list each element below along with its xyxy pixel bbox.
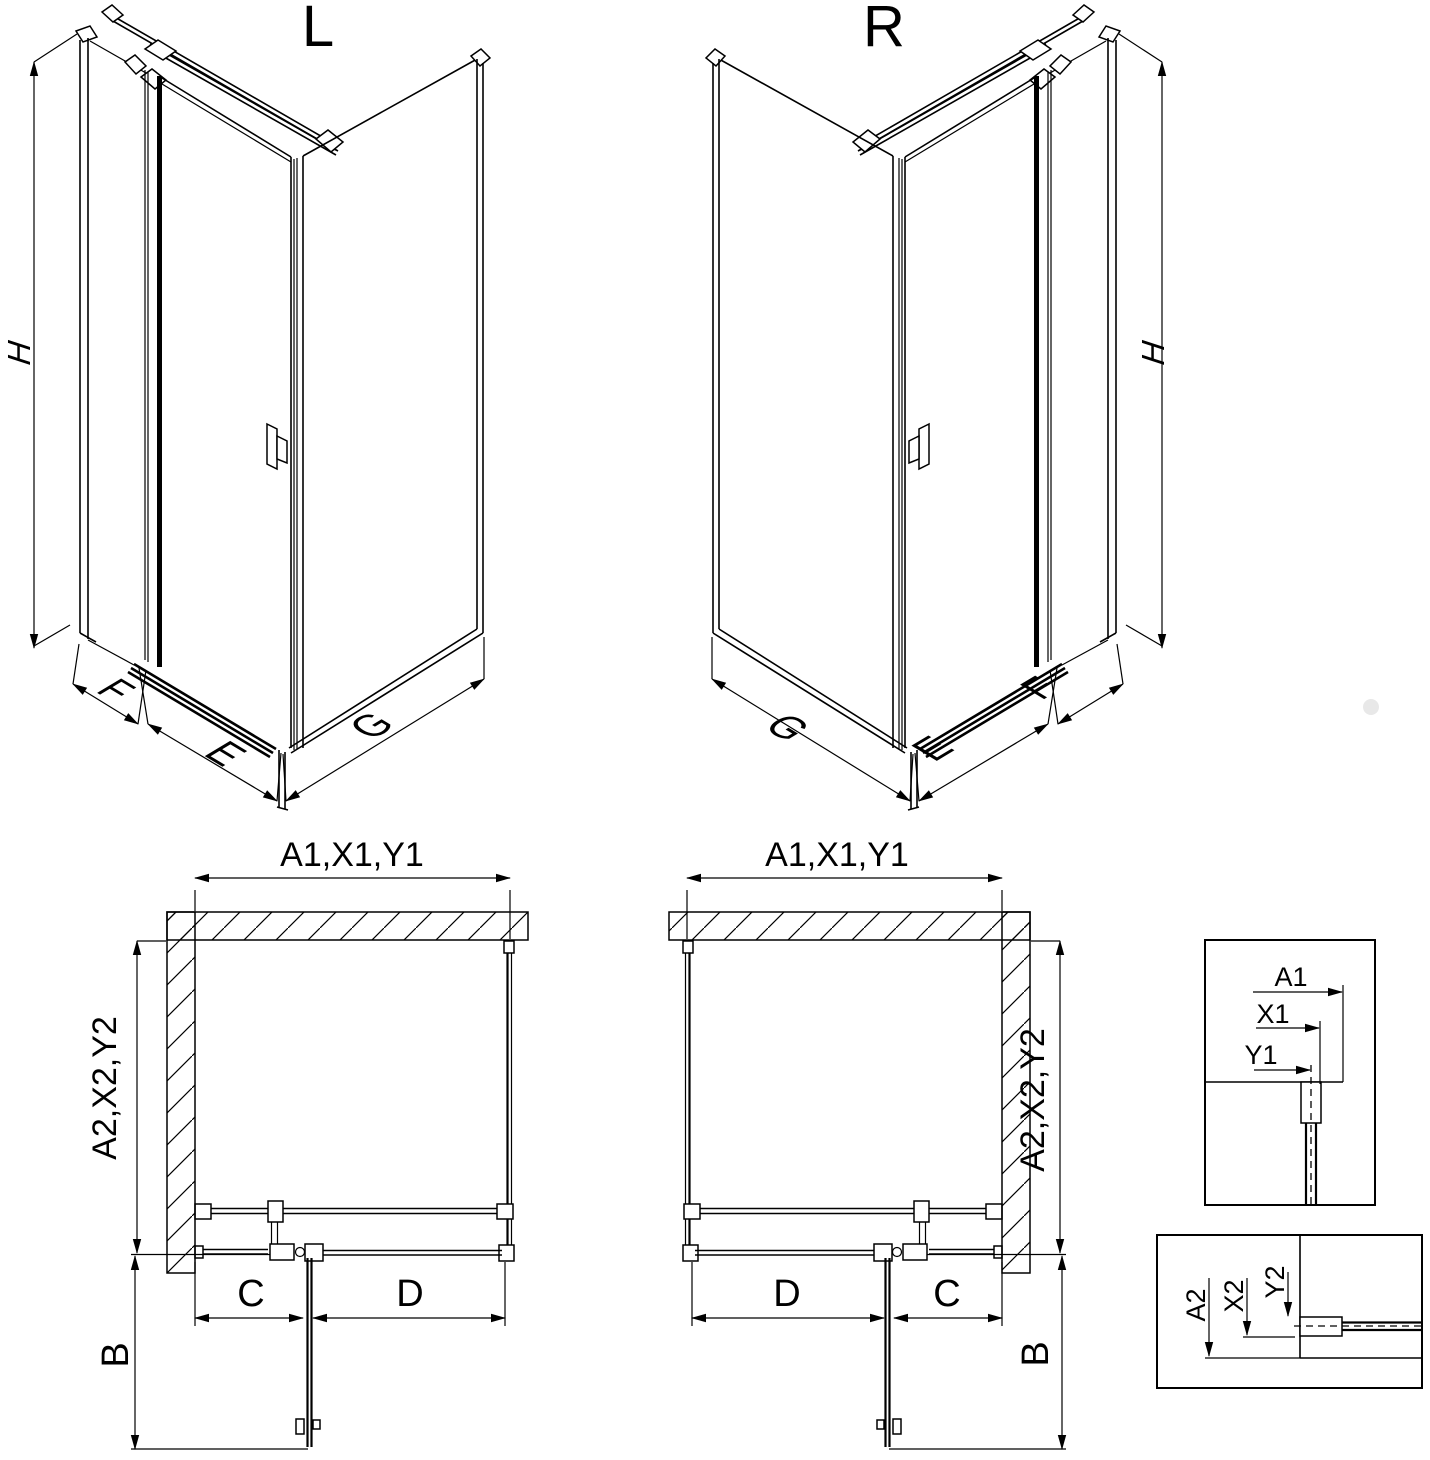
dim-label-e-left: E [193, 734, 258, 773]
wall-hatching [167, 912, 1030, 1273]
detail-y2-label: Y2 [1260, 1265, 1290, 1299]
plan-right-width-label: A1,X1,Y1 [765, 836, 909, 874]
plan-left-depth-label: A2,X2,Y2 [86, 1016, 124, 1160]
plan-right-door-swing-label: B [1015, 1341, 1057, 1367]
detail-x2-label: X2 [1219, 1279, 1249, 1313]
plan-right-depth-label: A2,X2,Y2 [1014, 1028, 1052, 1172]
plan-left-width-label: A1,X1,Y1 [280, 836, 424, 874]
label-layer [1, 0, 1308, 1368]
dim-label-h-right: H [1134, 334, 1171, 370]
plan-right-segment-d-label: D [773, 1273, 801, 1315]
plan-right-segment-c-label: C [933, 1273, 961, 1315]
iso-right-view-label: R [863, 0, 905, 59]
dim-label-f-left: F [86, 672, 145, 708]
detail-y1-label: Y1 [1244, 1040, 1278, 1070]
iso-view-geometry-mirrored [706, 5, 1162, 810]
detail-x1-label: X1 [1256, 999, 1290, 1029]
plan-left-door-swing-label: B [95, 1342, 137, 1368]
dim-label-g-left: G [337, 705, 405, 746]
dim-label-e-right: E [900, 729, 965, 768]
iso-left-view-label: L [301, 0, 335, 59]
dim-label-h-left: H [0, 334, 37, 370]
plan-left-segment-c-label: C [237, 1273, 265, 1315]
dim-label-g-right: G [754, 707, 822, 748]
dim-label-f-right: F [1010, 670, 1069, 706]
detail-a2-label: A2 [1181, 1288, 1211, 1322]
watermark-dot [1363, 699, 1379, 715]
plan-left-segment-d-label: D [396, 1273, 424, 1315]
detail-a1-label: A1 [1274, 962, 1308, 992]
